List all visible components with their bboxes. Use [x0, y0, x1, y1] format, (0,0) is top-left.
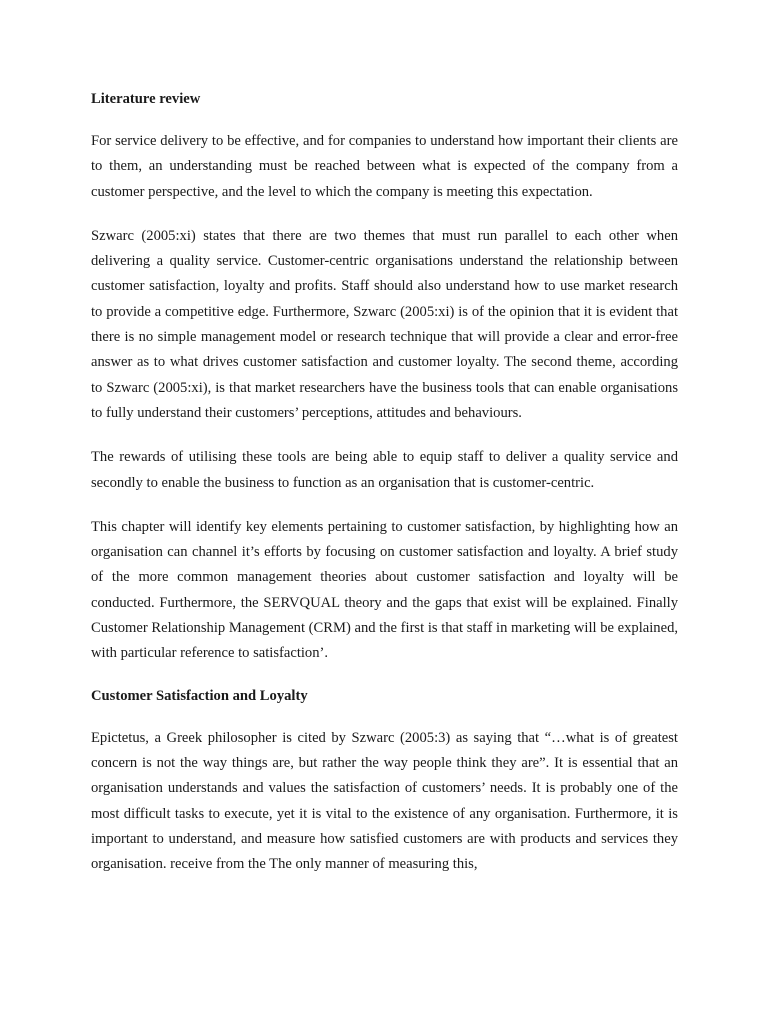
paragraph: The rewards of utilising these tools are being able to equip staff to deliver a quality service and secondly to enable the business to function as an organisation that is customer-centric.: [91, 449, 678, 491]
paragraph: This chapter will identify key elements pertaining to customer satisfaction, by highlighting how an organisation can channel it’s efforts by focusing on customer satisfaction and loyalty. A brief study of the more common management theories about customer satisfaction and loyalty will be conducted. Furthermore, the SERVQUAL theory and the gaps that exist will be explained. Finally Customer Relationship Management (CRM) and the first is that staff in marketing will be explained, with particular reference to satisfaction’.: [91, 518, 679, 662]
section-heading-literature-review: Literature review: [91, 91, 201, 107]
paragraph: For service delivery to be effective, and for companies to understand how important their clients are to them, an understanding must be reached between what is expected of the company from a customer perspective, and the level to which the company is meeting this expectation.: [91, 133, 678, 200]
paragraph: Epictetus, a Greek philosopher is cited by Szwarc (2005:3) as saying that “…what is of greatest concern is not the way things are, but rather the way people think they are”. It is essential that an organisation understands and values the satisfaction of customers’ needs. It is probably one of the most difficult tasks to execute, yet it is vital to the existence of any organisation. Furthermore, it is important to understand, and measure how satisfied customers are with products and services they organisation. receive from the The only manner of measuring this,: [91, 729, 678, 873]
paragraph: Szwarc (2005:xi) states that there are two themes that must run parallel to each other when delivering a quality service. Customer-centric organisations understand the relationship between customer satisfaction, loyalty and profits. Staff should also understand how to use market research to provide a competitive edge. Furthermore, Szwarc (2005:xi) is of the opinion that it is evident that there is no simple management model or research technique that will provide a clear and error-free answer as to what drives customer satisfaction and customer loyalty. The second theme, according to Szwarc (2005:xi), is that market researchers have the business tools that can enable organisations to fully understand their customers’ perceptions, attitudes and behaviours.: [91, 227, 678, 421]
section-heading-customer-satisfaction: Customer Satisfaction and Loyalty: [91, 687, 308, 704]
document-body: [91, 89, 678, 896]
